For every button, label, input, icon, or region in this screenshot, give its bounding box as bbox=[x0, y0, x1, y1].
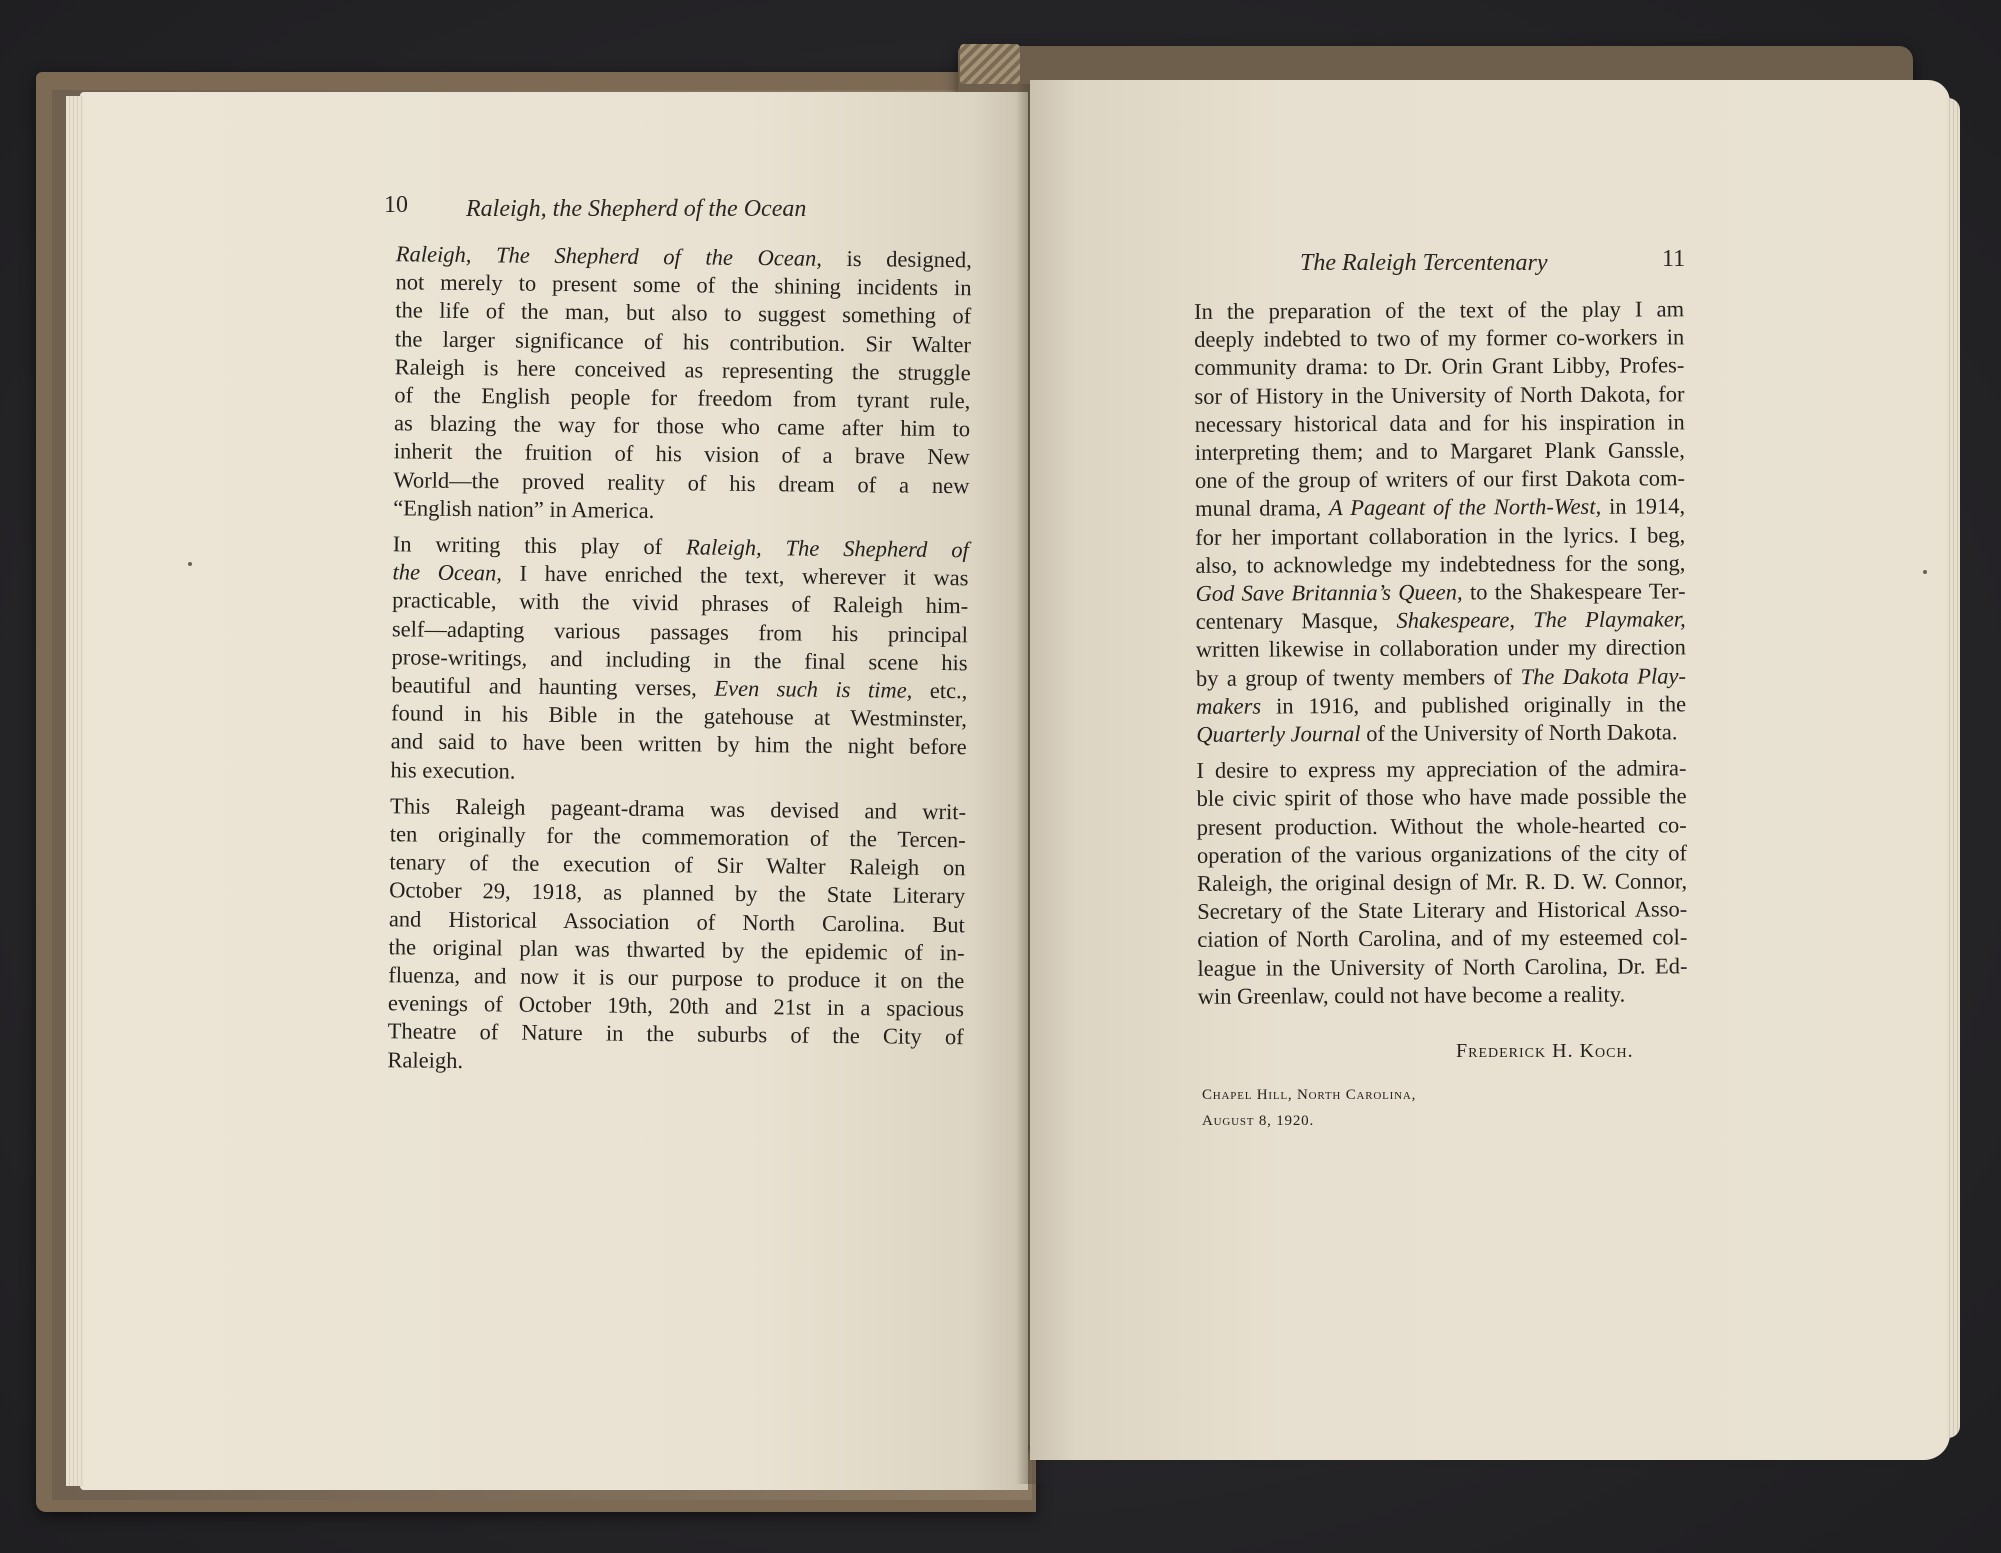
text-run: found in his Bible in the gatehouse at Westminster, bbox=[390, 700, 968, 732]
text-run: written likewise in collaboration under my direction bbox=[1195, 634, 1686, 663]
text-run: I have enriched the text, wherever it was bbox=[501, 560, 969, 591]
italic-text: God Save Britannia’s Queen, bbox=[1195, 579, 1463, 606]
text-run: as blazing the way for those who came after him to bbox=[393, 410, 971, 442]
paper-speck bbox=[188, 562, 192, 566]
left-page-body bbox=[361, 240, 972, 1080]
text-run: Theatre of Nature in the suburbs of the City of bbox=[387, 1018, 964, 1050]
text-line bbox=[1171, 783, 1687, 814]
text-line bbox=[1168, 324, 1684, 355]
text-line bbox=[1171, 924, 1687, 955]
text-line bbox=[1169, 549, 1685, 580]
paragraph bbox=[367, 240, 972, 528]
text-line bbox=[1170, 606, 1686, 637]
text-run: the life of the man, but also to suggest something of bbox=[395, 297, 972, 329]
italic-text: Shakespeare, The Playmaker, bbox=[1396, 606, 1686, 634]
text-run: not merely to present some of the shining incidents in bbox=[395, 269, 972, 301]
italic-text: Raleigh, The Shepherd of the Ocean, bbox=[395, 241, 823, 271]
right-page-edges bbox=[1946, 98, 1960, 1438]
italic-text: makers bbox=[1196, 693, 1262, 719]
text-run: self—adapting various passages from his principal bbox=[391, 615, 969, 647]
text-line bbox=[1169, 493, 1685, 524]
text-run: deeply indebted to two of my former co-workers in bbox=[1194, 324, 1685, 353]
text-run: community drama: to Dr. Orin Grant Libby, Profes- bbox=[1194, 352, 1685, 381]
text-run: also, to acknowledge my indebtedness for the song, bbox=[1195, 550, 1686, 578]
text-run: Raleigh is here conceived as representing the struggle bbox=[394, 354, 971, 386]
italic-text: The Dakota Play- bbox=[1520, 662, 1687, 689]
text-run: necessary historical data and for his inspiration in bbox=[1194, 409, 1685, 437]
text-run: fluenza, and now it is our purpose to produce it on the bbox=[388, 962, 965, 994]
text-run: his execution. bbox=[390, 756, 516, 784]
right-page-body bbox=[1168, 295, 1688, 1011]
paragraph bbox=[1168, 295, 1686, 749]
text-run: evenings of October 19th, 20th and 21st in a spacious bbox=[387, 990, 965, 1022]
dateline bbox=[1202, 1082, 1416, 1134]
text-run: the original plan was thwarted by the epidemic of in- bbox=[388, 934, 965, 966]
text-line bbox=[1171, 867, 1687, 898]
paper-speck bbox=[1923, 570, 1927, 574]
text-run: tenary of the execution of Sir Walter Raleigh on bbox=[389, 849, 966, 881]
italic-text: Even such is time, bbox=[714, 675, 913, 703]
left-running-title: Raleigh, the Shepherd of the Ocean bbox=[466, 196, 807, 222]
text-line bbox=[1170, 755, 1686, 786]
text-line bbox=[1171, 839, 1687, 870]
text-line bbox=[1172, 980, 1688, 1011]
text-run: October 29, 1918, as planned by the State Literary bbox=[389, 877, 966, 909]
italic-text: Quarterly Journal bbox=[1196, 721, 1361, 747]
text-run: is designed, bbox=[821, 245, 972, 273]
text-run: in 1914, bbox=[1601, 493, 1686, 520]
text-run: and Historical Association of North Carolina. But bbox=[388, 905, 965, 937]
text-line bbox=[1169, 465, 1685, 496]
text-line bbox=[1169, 408, 1685, 439]
text-line bbox=[1168, 352, 1684, 383]
text-run: World—the proved reality of his dream of a new bbox=[393, 466, 970, 498]
text-line bbox=[1170, 634, 1686, 665]
paragraph bbox=[1170, 755, 1687, 1012]
text-run: in 1916, and published originally in the bbox=[1261, 691, 1687, 719]
text-line bbox=[1170, 690, 1686, 721]
text-line bbox=[1171, 952, 1687, 983]
text-run: ciation of North Carolina, and of my esteemed col- bbox=[1197, 924, 1688, 953]
text-line bbox=[1169, 577, 1685, 608]
text-run: practicable, with the vivid phrases of Raleigh him- bbox=[392, 587, 969, 619]
text-line bbox=[1171, 896, 1687, 927]
text-line bbox=[1170, 718, 1686, 749]
right-page-number: 11 bbox=[1662, 246, 1686, 272]
italic-text: A Pageant of the North-West, bbox=[1328, 494, 1602, 521]
left-page bbox=[80, 92, 1028, 1490]
text-line bbox=[1169, 521, 1685, 552]
text-run: ten originally for the commemoration of the Tercen- bbox=[389, 821, 966, 853]
text-line bbox=[1168, 295, 1684, 326]
right-running-title: The Raleigh Tercentenary bbox=[1300, 250, 1548, 276]
italic-text: the Ocean, bbox=[392, 559, 503, 586]
text-run: inherit the fruition of his vision of a brave New bbox=[393, 438, 970, 470]
paragraph bbox=[364, 530, 969, 790]
book-spine-headband bbox=[960, 44, 1020, 84]
text-run: In the preparation of the text of the play I am bbox=[1194, 296, 1685, 324]
text-run: Raleigh. bbox=[387, 1046, 464, 1073]
text-run: of the University of North Dakota. bbox=[1360, 719, 1678, 747]
text-run: present production. Without the whole-hearted co- bbox=[1196, 811, 1687, 840]
dateline-date: August 8, 1920. bbox=[1202, 1113, 1315, 1129]
text-run: etc., bbox=[912, 677, 968, 704]
italic-text: Raleigh, The Shepherd of bbox=[685, 534, 969, 563]
text-run: Raleigh, the original design of Mr. R. D. W. Connor, bbox=[1197, 868, 1688, 896]
author-signature: Frederick H. Koch. bbox=[1456, 1040, 1634, 1062]
text-run: prose-writings, and including in the final scene his bbox=[391, 644, 968, 676]
paragraph bbox=[361, 792, 966, 1080]
text-run: munal drama, bbox=[1195, 495, 1330, 522]
text-run: centenary Masque, bbox=[1195, 608, 1397, 635]
text-run: interpreting them; and to Margaret Plank Ganssle, bbox=[1194, 437, 1685, 465]
right-page bbox=[1030, 80, 1950, 1460]
text-run: the larger significance of his contribution. Sir Walter bbox=[394, 325, 972, 357]
text-run: by a group of twenty members of bbox=[1195, 663, 1521, 691]
text-run: This Raleigh pageant-drama was devised and writ- bbox=[389, 793, 967, 825]
text-run: sor of History in the University of North Dakota, for bbox=[1194, 380, 1685, 409]
text-line bbox=[1171, 811, 1687, 842]
text-run: I desire to express my appreciation of the admira- bbox=[1196, 755, 1687, 784]
left-running-head bbox=[466, 196, 806, 223]
text-line bbox=[1170, 662, 1686, 693]
text-run: to the Shakespeare Ter- bbox=[1462, 578, 1686, 605]
text-line bbox=[1168, 380, 1684, 411]
text-run: “English nation” in America. bbox=[393, 495, 655, 523]
dateline-place: Chapel Hill, North Carolina, bbox=[1202, 1087, 1417, 1103]
text-run: operation of the various organizations of the city of bbox=[1196, 840, 1687, 868]
text-run: Secretary of the State Literary and Historical Asso- bbox=[1197, 896, 1688, 925]
text-run: of the English people for freedom from tyrant rule, bbox=[394, 382, 971, 414]
text-run: beautiful and haunting verses, bbox=[391, 672, 715, 701]
left-page-number: 10 bbox=[384, 192, 408, 218]
text-run: In writing this play of bbox=[392, 531, 687, 560]
left-page-edges bbox=[66, 96, 84, 1486]
text-run: and said to have been written by him the night before bbox=[390, 728, 967, 760]
text-line bbox=[1169, 436, 1685, 467]
text-run: win Greenlaw, could not have become a reality. bbox=[1197, 981, 1626, 1009]
text-run: league in the University of North Carolina, Dr. Ed- bbox=[1197, 952, 1688, 981]
text-run: ble civic spirit of those who have made possible the bbox=[1196, 783, 1687, 812]
text-run: one of the group of writers of our first Dakota com- bbox=[1194, 465, 1686, 494]
text-run: for her important collaboration in the lyrics. I beg, bbox=[1195, 521, 1686, 550]
right-running-head bbox=[1300, 250, 1548, 277]
